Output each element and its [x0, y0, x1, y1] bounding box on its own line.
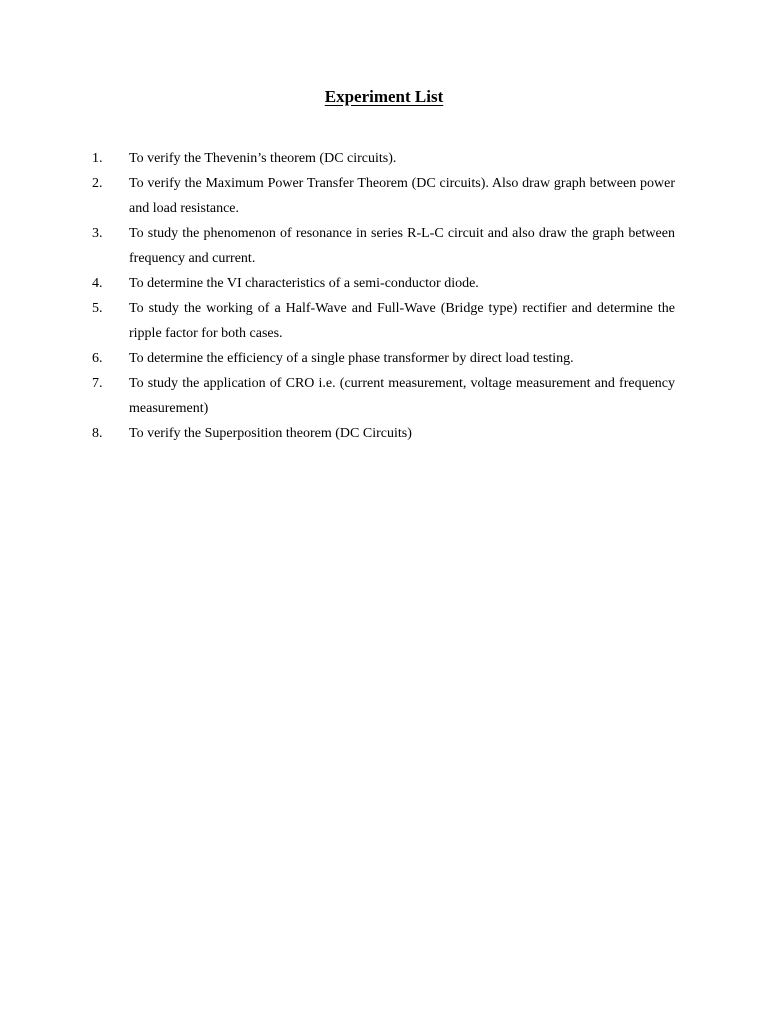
item-text: To study the working of a Half-Wave and Full-Wave (Bridge type) rectifier and determine the ripple factor for both cases. — [129, 301, 675, 341]
item-text: To determine the efficiency of a single phase transformer by direct load testing. — [129, 351, 574, 366]
list-item — [92, 346, 675, 371]
item-number: 8. — [92, 426, 103, 441]
page-title: Experiment List — [324, 87, 444, 106]
list-item — [92, 371, 675, 421]
item-number: 4. — [92, 276, 103, 291]
item-text: To study the application of CRO i.e. (current measurement, voltage measurement and frequency measurement) — [129, 376, 675, 416]
list-item — [92, 171, 675, 221]
item-number: 1. — [92, 151, 103, 166]
list-item — [92, 296, 675, 346]
item-text: To determine the VI characteristics of a semi-conductor diode. — [129, 276, 479, 291]
list-item — [92, 271, 675, 296]
item-number: 5. — [92, 301, 103, 316]
list-item — [92, 221, 675, 271]
item-text: To study the phenomenon of resonance in series R-L-C circuit and also draw the graph between frequency and current. — [129, 226, 675, 266]
item-number: 6. — [92, 351, 103, 366]
list-item — [92, 421, 675, 446]
item-text: To verify the Superposition theorem (DC Circuits) — [129, 426, 412, 441]
list-item — [92, 146, 675, 171]
item-number: 3. — [92, 226, 103, 241]
experiment-list — [92, 146, 675, 446]
item-number: 7. — [92, 376, 103, 391]
item-text: To verify the Maximum Power Transfer Theorem (DC circuits). Also draw graph between power and load resistance. — [129, 176, 675, 216]
item-number: 2. — [92, 176, 103, 191]
item-text: To verify the Thevenin’s theorem (DC circuits). — [129, 151, 397, 166]
